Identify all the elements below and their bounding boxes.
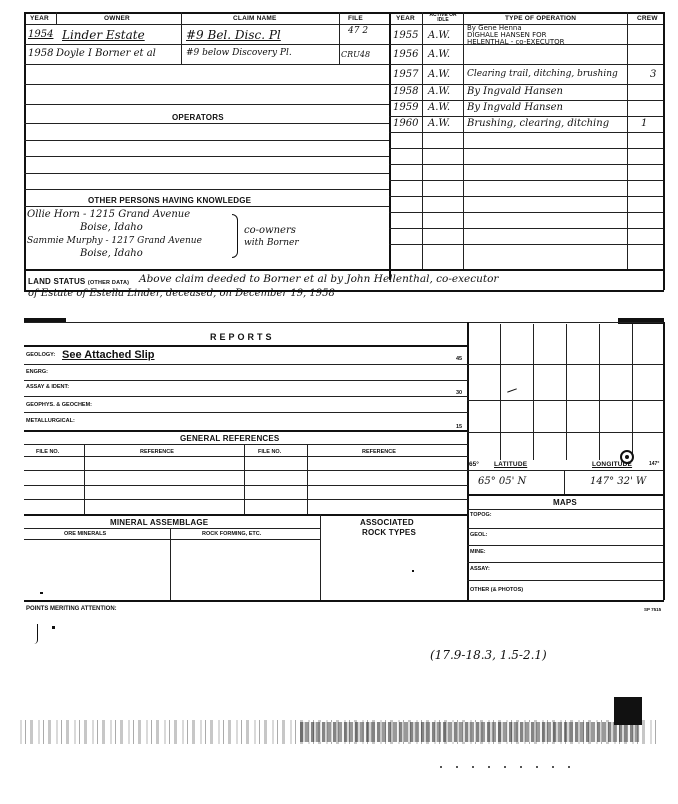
- op-1-year: 1955: [393, 30, 419, 41]
- ref-reference-1: REFERENCE: [140, 449, 174, 455]
- op-3-year: 1957: [393, 69, 419, 80]
- metallurgical-label: METALLURGICAL:: [26, 418, 75, 424]
- op-3-status: A.W.: [428, 69, 451, 80]
- op-4-type: By Ingvald Hansen: [467, 86, 563, 97]
- owner-row-1-year: 1954: [28, 29, 54, 40]
- owner-row-1-owner: Linder Estate: [62, 28, 145, 42]
- owner-row-2-owner: Doyle I Borner et al: [56, 48, 156, 59]
- maps-topog: TOPOG:: [470, 512, 492, 518]
- land-status-title: LAND STATUS: [28, 277, 86, 286]
- op-3-type: Clearing trail, ditching, brushing: [467, 69, 618, 79]
- geology-value: See Attached Slip: [62, 349, 155, 361]
- op-2-year: 1956: [393, 49, 419, 60]
- scan-speck-row: [440, 766, 580, 768]
- maps-geol: GEOL:: [470, 532, 488, 538]
- owner-row-2-year: 1958: [28, 48, 54, 59]
- header-type-of-operation: TYPE OF OPERATION: [505, 15, 577, 22]
- land-status-label: [28, 277, 129, 286]
- maps-other: OTHER (& PHOTOS): [470, 587, 524, 593]
- op-2-status: A.W.: [428, 49, 451, 60]
- other-persons-label: OTHER PERSONS HAVING KNOWLEDGE: [88, 196, 252, 205]
- general-references-title: GENERAL REFERENCES: [180, 434, 280, 443]
- op-5-type: By Ingvald Hansen: [467, 102, 563, 113]
- points-meriting-attention-label: POINTS MERITING ATTENTION:: [26, 606, 117, 612]
- reports-15: 15: [456, 424, 463, 430]
- op-6-crew: 1: [641, 118, 648, 129]
- op-6-year: 1960: [393, 118, 419, 129]
- long-suffix: 147°: [649, 461, 660, 467]
- header-owner: OWNER: [104, 15, 130, 22]
- header-crew: CREW: [637, 15, 658, 22]
- owner-row-1-file: 47 2: [348, 26, 369, 36]
- rock-types-label: ROCK TYPES: [362, 528, 417, 537]
- op-6-type: Brushing, clearing, ditching: [467, 118, 610, 129]
- longitude-value: 147° 32' W: [590, 476, 647, 487]
- longitude-label: LONGITUDE: [592, 461, 633, 468]
- header-claim-name: CLAIM NAME: [233, 15, 277, 22]
- maps-mine: MINE:: [470, 549, 486, 555]
- operators-label: OPERATORS: [172, 113, 224, 122]
- header-year: YEAR: [30, 15, 49, 22]
- location-marker-dot: [625, 455, 629, 459]
- other-person-2: Sammie Murphy - 1217 Grand Avenue: [27, 236, 202, 246]
- op-5-year: 1959: [393, 102, 419, 113]
- land-status-line-2: of Estate of Estella Linder, deceased, on December 19, 1958: [28, 288, 335, 299]
- ore-minerals-label: ORE MINERALS: [64, 531, 107, 537]
- latitude-label: LATITUDE: [494, 461, 528, 468]
- co-owners-note-2: with Borner: [244, 238, 299, 248]
- geology-label: GEOLOGY:: [26, 352, 56, 358]
- op-1-status: A.W.: [428, 30, 451, 41]
- ref-reference-2: REFERENCE: [362, 449, 396, 455]
- mark-dot-2: [40, 592, 43, 594]
- reports-45: 45: [456, 356, 463, 362]
- other-person-2-city: Boise, Idaho: [80, 248, 143, 259]
- pen-dot: [52, 626, 55, 629]
- brace: [232, 214, 238, 258]
- assay-label: ASSAY & IDENT:: [26, 384, 70, 390]
- rock-forming-label: ROCK FORMING, ETC.: [202, 531, 262, 537]
- other-person-1: Ollie Horn - 1215 Grand Avenue: [27, 209, 191, 220]
- mineral-assemblage-title: MINERAL ASSEMBLAGE: [110, 518, 209, 527]
- black-bar-right: [618, 318, 664, 324]
- owner-row-2-claim: #9 below Discovery Pl.: [186, 48, 292, 58]
- associated-label: ASSOCIATED: [360, 518, 414, 527]
- op-5-status: A.W.: [428, 102, 451, 113]
- latitude-value: 65° 05' N: [478, 476, 527, 487]
- op-4-year: 1958: [393, 86, 419, 97]
- reports-30: 30: [456, 390, 463, 396]
- co-owners-note: co-owners: [244, 225, 296, 236]
- owner-row-1-claim: #9 Bel. Disc. Pl: [186, 28, 281, 42]
- owner-row-2-file: CRU48: [341, 50, 371, 59]
- maps-assay: ASSAY:: [470, 566, 490, 572]
- reports-title: REPORTS: [210, 332, 275, 342]
- header-active-or-idle: ACTIVE OR IDLE: [429, 12, 457, 23]
- geophys-label: GEOPHYS. & GEOCHEM:: [26, 402, 93, 408]
- op-4-status: A.W.: [428, 86, 451, 97]
- ref-file-no-1: FILE NO.: [36, 449, 60, 455]
- grid-tick: [507, 388, 517, 392]
- scan-noise-dark: [300, 722, 640, 742]
- pen-mark: [34, 624, 38, 644]
- land-status-sublabel: (OTHER DATA): [87, 280, 130, 286]
- op-6-status: A.W.: [428, 118, 451, 129]
- scan-black-block: [614, 697, 642, 725]
- form-number: SP 7515: [644, 607, 662, 612]
- lat-prefix: 65°: [469, 461, 479, 468]
- land-status-line-1: Above claim deeded to Borner et al by John Hellenthal, co-executor: [139, 273, 499, 285]
- op-1-type: By Gene Henna DIGHALE HANSEN FOR HELENTHAL - co-EXECUTOR: [467, 24, 565, 46]
- engrg-label: ENGRG:: [26, 369, 48, 375]
- maps-title: MAPS: [553, 498, 577, 507]
- header-year-right: YEAR: [396, 15, 415, 22]
- handwritten-note: (17.9-18.3, 1.5-2.1): [430, 648, 547, 662]
- header-file: FILE: [348, 15, 363, 22]
- mark-dot-1: [412, 570, 414, 572]
- other-person-1-city: Boise, Idaho: [80, 222, 143, 233]
- ref-file-no-2: FILE NO.: [258, 449, 282, 455]
- op-3-crew: 3: [650, 69, 657, 80]
